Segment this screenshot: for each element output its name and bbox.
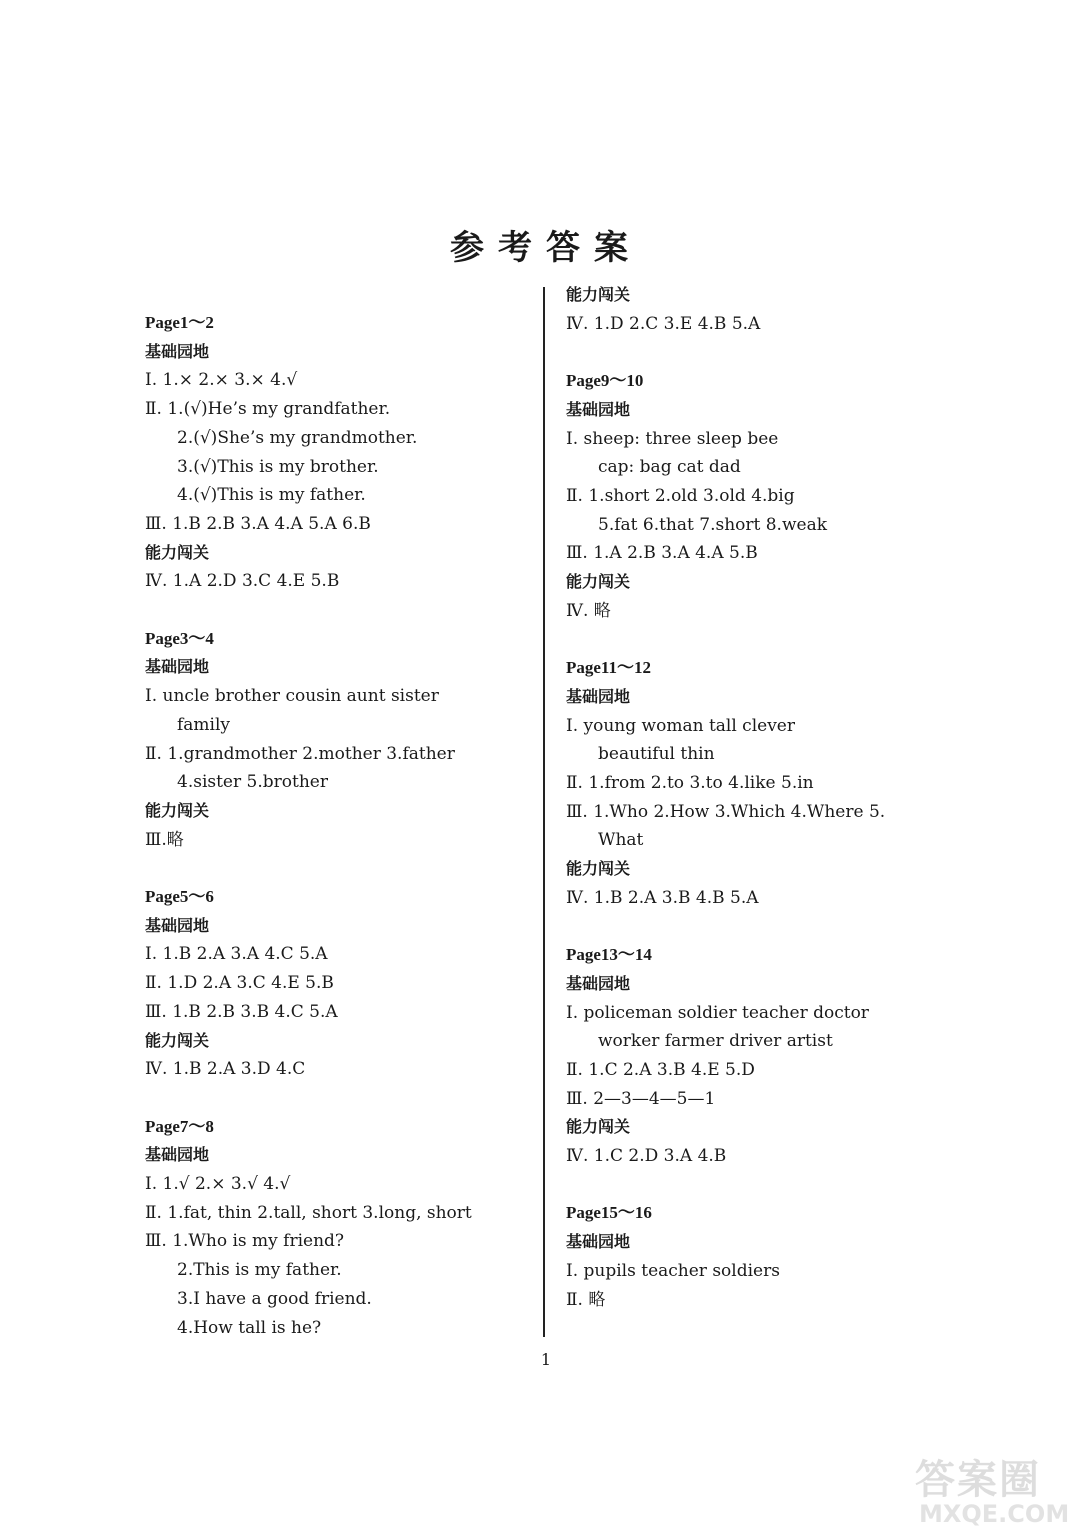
answer-line: Ⅳ. 略: [566, 600, 611, 621]
answer-line: Ⅰ. young woman tall clever: [566, 715, 795, 736]
subsection-heading: 能力闯关: [145, 542, 210, 562]
subsection-heading: 基础园地: [566, 973, 631, 993]
column-divider: [543, 287, 545, 1337]
answer-line: What: [598, 830, 644, 851]
answer-line: Ⅱ. 略: [566, 1289, 606, 1310]
answer-line: 2.This is my father.: [177, 1260, 342, 1281]
answer-line: Ⅰ. pupils teacher soldiers: [566, 1260, 780, 1281]
answer-line: Ⅲ.略: [145, 829, 184, 850]
subsection-heading: 基础园地: [566, 399, 631, 419]
answer-line: beautiful thin: [598, 744, 715, 765]
section-heading: Page1～2: [145, 313, 214, 332]
page-title: 参考答案: [450, 228, 642, 268]
subsection-heading: 基础园地: [566, 1232, 631, 1252]
answer-line: Ⅳ. 1.B 2.A 3.D 4.C: [145, 1059, 306, 1080]
subsection-heading: 基础园地: [145, 657, 210, 677]
answer-line: Ⅲ. 1.B 2.B 3.B 4.C 5.A: [145, 1001, 338, 1022]
section-heading: Page7～8: [145, 1116, 214, 1136]
answer-line: 4.(√)This is my father.: [177, 485, 366, 506]
subsection-heading: 基础园地: [145, 915, 210, 935]
answer-line: 3.I have a good friend.: [177, 1288, 372, 1309]
answer-line: 4.sister 5.brother: [177, 772, 328, 793]
answer-line: Ⅱ. 1.C 2.A 3.B 4.E 5.D: [566, 1059, 755, 1080]
watermark-logo-text: 答案圈: [915, 1457, 1041, 1503]
answer-line: Ⅳ. 1.B 2.A 3.B 4.B 5.A: [566, 887, 759, 908]
subsection-heading: 基础园地: [145, 341, 210, 361]
answer-line: Ⅳ. 1.D 2.C 3.E 4.B 5.A: [566, 313, 761, 334]
answer-line: Ⅱ. 1.D 2.A 3.C 4.E 5.B: [145, 973, 334, 994]
answer-line: Ⅰ. policeman soldier teacher doctor: [566, 1002, 869, 1023]
subsection-heading: 基础园地: [145, 1145, 210, 1165]
subsection-heading: 能力闯关: [145, 800, 210, 820]
answer-line: Ⅲ. 1.A 2.B 3.A 4.A 5.B: [566, 543, 758, 564]
answer-line: 2.(√)She’s my grandmother.: [177, 427, 418, 448]
section-heading: Page3～4: [145, 628, 214, 648]
page-number: 1: [540, 1350, 552, 1369]
watermark-url: MXQE.COM: [919, 1500, 1070, 1528]
answer-line: 3.(√)This is my brother.: [177, 456, 379, 477]
subsection-heading: 基础园地: [566, 686, 631, 706]
section-heading: Page15～16: [566, 1203, 652, 1223]
answer-line: Ⅳ. 1.C 2.D 3.A 4.B: [566, 1146, 727, 1166]
section-heading: Page13～14: [566, 945, 652, 965]
answer-line: Ⅱ. 1.(√)He’s my grandfather.: [145, 399, 391, 420]
answer-line: Ⅰ. 1.× 2.× 3.× 4.√: [145, 370, 298, 391]
subsection-heading: 能力闯关: [566, 859, 631, 878]
section-heading: Page5～6: [145, 887, 214, 906]
answer-line: Ⅲ. 1.B 2.B 3.A 4.A 5.A 6.B: [145, 513, 371, 534]
answer-line: Ⅱ. 1.short 2.old 3.old 4.big: [566, 485, 795, 506]
answer-line: worker farmer driver artist: [598, 1031, 833, 1052]
answer-line: 4.How tall is he?: [177, 1317, 322, 1338]
answer-line: 5.fat 6.that 7.short 8.weak: [598, 514, 828, 535]
subsection-heading: 能力闯关: [566, 1117, 631, 1137]
answer-line: family: [177, 714, 231, 735]
answer-line: cap: bag cat dad: [598, 457, 741, 478]
subsection-heading: 能力闯关: [566, 572, 631, 591]
answer-line: Ⅰ. 1.B 2.A 3.A 4.C 5.A: [145, 944, 328, 965]
answer-line: Ⅱ. 1.grandmother 2.mother 3.father: [145, 743, 455, 764]
answer-line: Ⅲ. 1.Who is my friend?: [145, 1231, 345, 1252]
answer-line: Ⅲ. 2—3—4—5—1: [566, 1088, 716, 1109]
answer-line: Ⅱ. 1.from 2.to 3.to 4.like 5.in: [566, 772, 814, 793]
subsection-heading: 能力闯关: [566, 285, 631, 304]
answer-line: Ⅰ. 1.√ 2.× 3.√ 4.√: [145, 1174, 291, 1194]
subsection-heading: 能力闯关: [145, 1030, 210, 1050]
answer-line: Ⅱ. 1.fat, thin 2.tall, short 3.long, short: [145, 1202, 472, 1223]
answer-line: Ⅰ. uncle brother cousin aunt sister: [145, 686, 439, 707]
answer-line: Ⅳ. 1.A 2.D 3.C 4.E 5.B: [145, 571, 340, 592]
section-heading: Page11～12: [566, 658, 651, 678]
answer-line: Ⅰ. sheep: three sleep bee: [566, 428, 779, 449]
answer-line: Ⅲ. 1.Who 2.How 3.Which 4.Where 5.: [566, 801, 886, 822]
watermark-logo: [915, 1448, 1080, 1528]
section-heading: Page9～10: [566, 371, 644, 391]
